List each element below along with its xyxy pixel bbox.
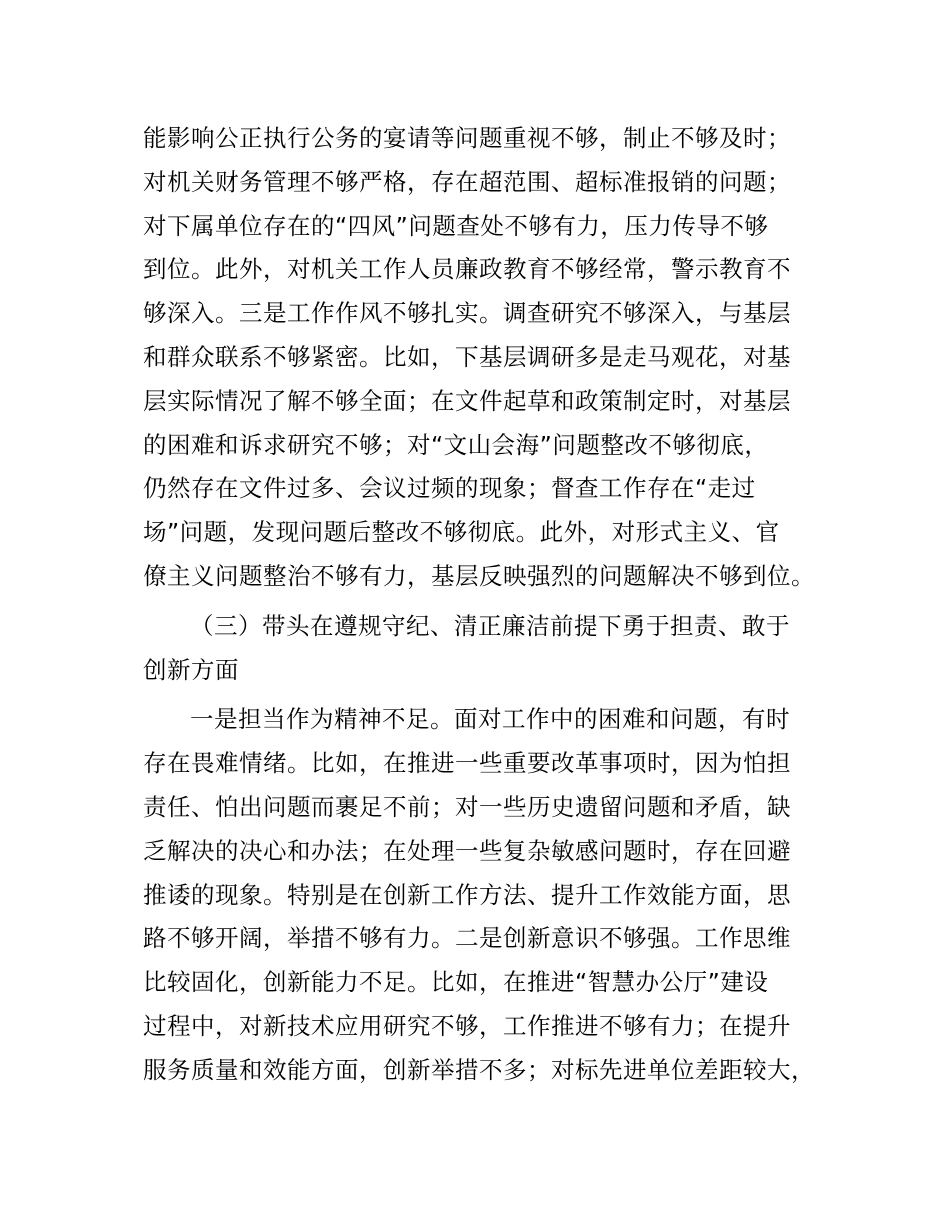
text-line: 路不够开阔，举措不够有力。二是创新意识不够强。工作思维 bbox=[143, 924, 791, 953]
paragraph-responsibility bbox=[143, 698, 833, 1092]
text-line: 场”问题，发现问题后整改不够彻底。此外，对形式主义、官 bbox=[143, 518, 780, 547]
text-line: 一是担当作为精神不足。面对工作中的困难和问题，有时 bbox=[190, 705, 790, 734]
text-line: 够深入。三是工作作风不够扎实。调查研究不够深入，与基层 bbox=[143, 299, 791, 328]
document-body bbox=[143, 117, 833, 1093]
text-line: 服务质量和效能方面，创新举措不多；对标先进单位差距较大， bbox=[143, 1055, 815, 1084]
text-line: 能影响公正执行公务的宴请等问题重视不够，制止不够及时； bbox=[143, 124, 791, 152]
text-line: 的困难和诉求研究不够；对“文山会海”问题整改不够彻底， bbox=[143, 430, 769, 459]
section-heading-3 bbox=[143, 605, 833, 693]
text-line: 责任、怕出问题而裹足不前；对一些历史遗留问题和矛盾，缺 bbox=[143, 792, 791, 821]
text-line: 存在畏难情绪。比如，在推进一些重要改革事项时，因为怕担 bbox=[143, 749, 791, 778]
text-line: 比较固化，创新能力不足。比如，在推进“智慧办公厅”建设 bbox=[143, 968, 769, 997]
text-line: 对下属单位存在的“四风”问题查处不够有力，压力传导不够 bbox=[143, 211, 769, 240]
text-line: 僚主义问题整治不够有力，基层反映强烈的问题解决不够到位。 bbox=[143, 561, 815, 590]
text-line: 层实际情况了解不够全面；在文件起草和政策制定时，对基层 bbox=[143, 386, 791, 415]
text-line: 乏解决的决心和办法；在处理一些复杂敏感问题时，存在回避 bbox=[143, 836, 791, 865]
heading-line: （三）带头在遵规守纪、清正廉洁前提下勇于担责、敢于 bbox=[190, 611, 790, 640]
text-line: 过程中，对新技术应用研究不够，工作推进不够有力；在提升 bbox=[143, 1011, 791, 1040]
text-line: 和群众联系不够紧密。比如，下基层调研多是走马观花，对基 bbox=[143, 342, 791, 371]
heading-line: 创新方面 bbox=[143, 655, 239, 684]
text-line: 仍然存在文件过多、会议过频的现象；督查工作存在“走过 bbox=[143, 474, 756, 503]
text-line: 推诿的现象。特别是在创新工作方法、提升工作效能方面，思 bbox=[143, 880, 791, 909]
text-line: 到位。此外，对机关工作人员廉政教育不够经常，警示教育不 bbox=[143, 255, 791, 284]
text-line: 对机关财务管理不够严格，存在超范围、超标准报销的问题； bbox=[143, 167, 791, 196]
paragraph-work-style bbox=[143, 117, 833, 599]
